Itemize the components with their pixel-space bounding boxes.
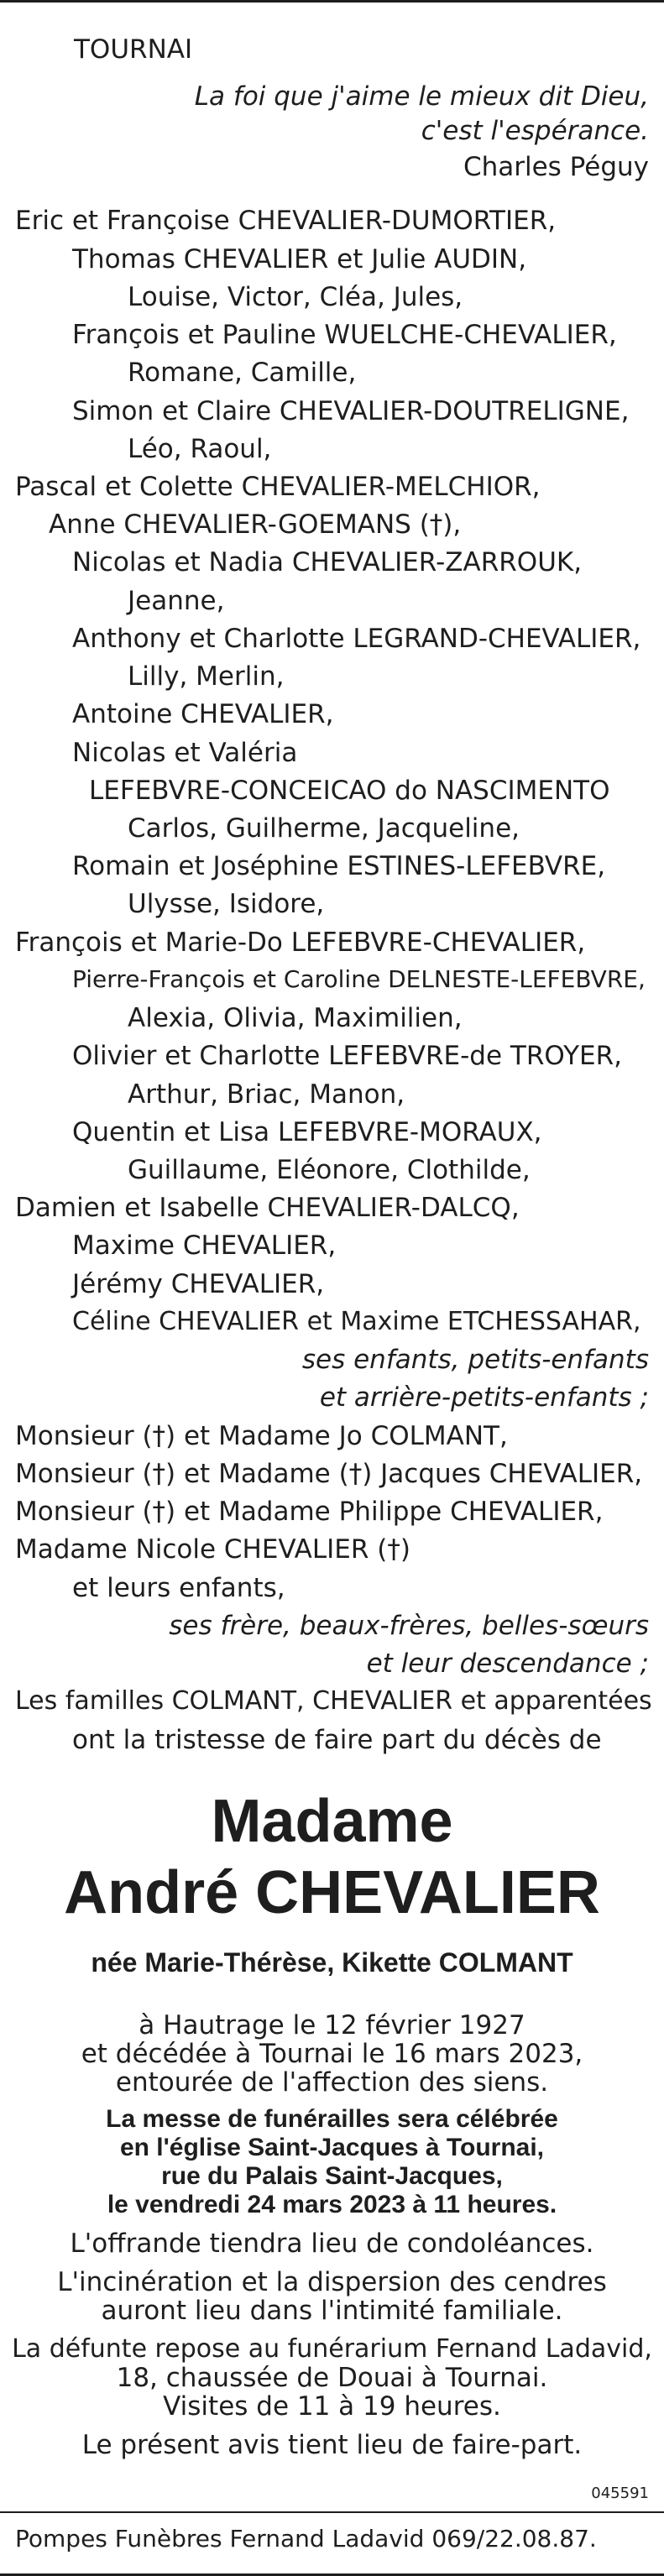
quote-author: Charles Péguy: [463, 152, 649, 182]
city-label: TOURNAI: [74, 34, 193, 65]
quote-line-2: c'est l'espérance.: [421, 116, 649, 146]
closing-line: Le présent avis tient lieu de faire-part.: [81, 2430, 583, 2460]
family-line: Antoine CHEVALIER,: [72, 699, 334, 729]
funeral-line: le vendredi 24 mars 2023 à 11 heures.: [107, 2191, 557, 2218]
closing-line: L'offrande tiendra lieu de condoléances.: [70, 2229, 594, 2259]
quote-line-1: La foi que j'aime le mieux dit Dieu,: [194, 81, 649, 112]
detail-line: à Hautrage le 12 février 1927: [139, 2010, 525, 2040]
funeral-home-footer: Pompes Funèbres Fernand Ladavid 069/22.08.87.: [15, 2525, 597, 2552]
family-line: Ulysse, Isidore,: [128, 889, 325, 919]
family-line: Quentin et Lisa LEFEBVRE-MORAUX,: [72, 1117, 542, 1147]
family-line: Lilly, Merlin,: [128, 661, 285, 692]
family-line: Pierre-François et Caroline DELNESTE-LEFEBVRE,: [72, 965, 646, 993]
announcement-line-1: Les familles COLMANT, CHEVALIER et apparentées: [15, 1686, 652, 1716]
detail-line: et décédée à Tournai le 16 mars 2023,: [81, 2039, 583, 2069]
family-line: Anne CHEVALIER-GOEMANS (†),: [49, 509, 462, 540]
deceased-title: Madame: [211, 1788, 453, 1855]
siblings-role-line-1: ses frère, beaux-frères, belles-sœurs: [169, 1611, 649, 1641]
announcement-line-2: ont la tristesse de faire part du décès de: [72, 1725, 602, 1755]
sibling-line: Madame Nicole CHEVALIER (†): [15, 1534, 410, 1565]
footer-rule: [0, 2511, 664, 2513]
siblings-role-line-2: et leur descendance ;: [366, 1649, 649, 1679]
funeral-line: La messe de funérailles sera célébrée: [106, 2105, 558, 2133]
family-line: François et Pauline WUELCHE-CHEVALIER,: [72, 320, 617, 350]
family-line: Eric et Françoise CHEVALIER-DUMORTIER,: [15, 206, 557, 236]
family-line: Romane, Camille,: [128, 358, 357, 388]
funeral-line: rue du Palais Saint-Jacques,: [161, 2162, 503, 2190]
family-line: Nicolas et Valéria: [72, 738, 298, 768]
family-line: Romain et Joséphine ESTINES-LEFEBVRE,: [72, 851, 606, 881]
sibling-line: Monsieur (†) et Madame Jo COLMANT,: [15, 1421, 508, 1451]
funeral-line: en l'église Saint-Jacques à Tournai,: [119, 2134, 545, 2161]
reference-number: 045591: [591, 2485, 649, 2502]
family-line: Carlos, Guilherme, Jacqueline,: [128, 813, 520, 844]
closing-line: Visites de 11 à 19 heures.: [163, 2391, 501, 2422]
family-line: Damien et Isabelle CHEVALIER-DALCQ,: [15, 1193, 520, 1223]
family-line: Thomas CHEVALIER et Julie AUDIN,: [72, 244, 527, 274]
family-line: Louise, Victor, Cléa, Jules,: [128, 282, 463, 312]
sibling-line: Monsieur (†) et Madame Philippe CHEVALIER,: [15, 1497, 604, 1527]
deceased-born-as: née Marie-Thérèse, Kikette COLMANT: [91, 1947, 573, 1978]
detail-line: entourée de l'affection des siens.: [115, 2067, 549, 2098]
family-line: Pascal et Colette CHEVALIER-MELCHIOR,: [15, 472, 541, 502]
top-rule: [0, 0, 664, 3]
family-line: Anthony et Charlotte LEGRAND-CHEVALIER,: [72, 624, 641, 654]
family-line: Léo, Raoul,: [128, 434, 272, 464]
family-role-line-2: et arrière-petits-enfants ;: [319, 1382, 649, 1413]
sibling-line: et leurs enfants,: [72, 1573, 285, 1603]
family-line: Olivier et Charlotte LEFEBVRE-de TROYER,: [72, 1041, 622, 1071]
closing-line: 18, chaussée de Douai à Tournai.: [116, 2363, 548, 2393]
family-line: Nicolas et Nadia CHEVALIER-ZARROUK,: [72, 547, 583, 577]
deceased-name: André CHEVALIER: [64, 1859, 600, 1926]
closing-line: L'incinération et la dispersion des cendres: [57, 2267, 607, 2297]
family-line: Simon et Claire CHEVALIER-DOUTRELIGNE,: [72, 396, 630, 426]
family-line: Arthur, Briac, Manon,: [128, 1079, 405, 1110]
family-line: François et Marie-Do LEFEBVRE-CHEVALIER,: [15, 927, 586, 958]
closing-line: La défunte repose au funérarium Fernand Ladavid,: [12, 2334, 652, 2364]
family-role-line-1: ses enfants, petits-enfants: [301, 1345, 649, 1375]
family-line: LEFEBVRE-CONCEICAO do NASCIMENTO: [89, 776, 610, 806]
family-line: Guillaume, Eléonore, Clothilde,: [128, 1155, 531, 1185]
family-line: Maxime CHEVALIER,: [72, 1231, 337, 1261]
family-line: Jeanne,: [128, 586, 225, 616]
family-line: Jérémy CHEVALIER,: [72, 1269, 325, 1299]
family-line: Alexia, Olivia, Maximilien,: [128, 1003, 463, 1033]
family-line: Céline CHEVALIER et Maxime ETCHESSAHAR,: [72, 1307, 641, 1336]
closing-line: auront lieu dans l'intimité familiale.: [101, 2296, 563, 2326]
sibling-line: Monsieur (†) et Madame (†) Jacques CHEVALIER,: [15, 1459, 643, 1489]
